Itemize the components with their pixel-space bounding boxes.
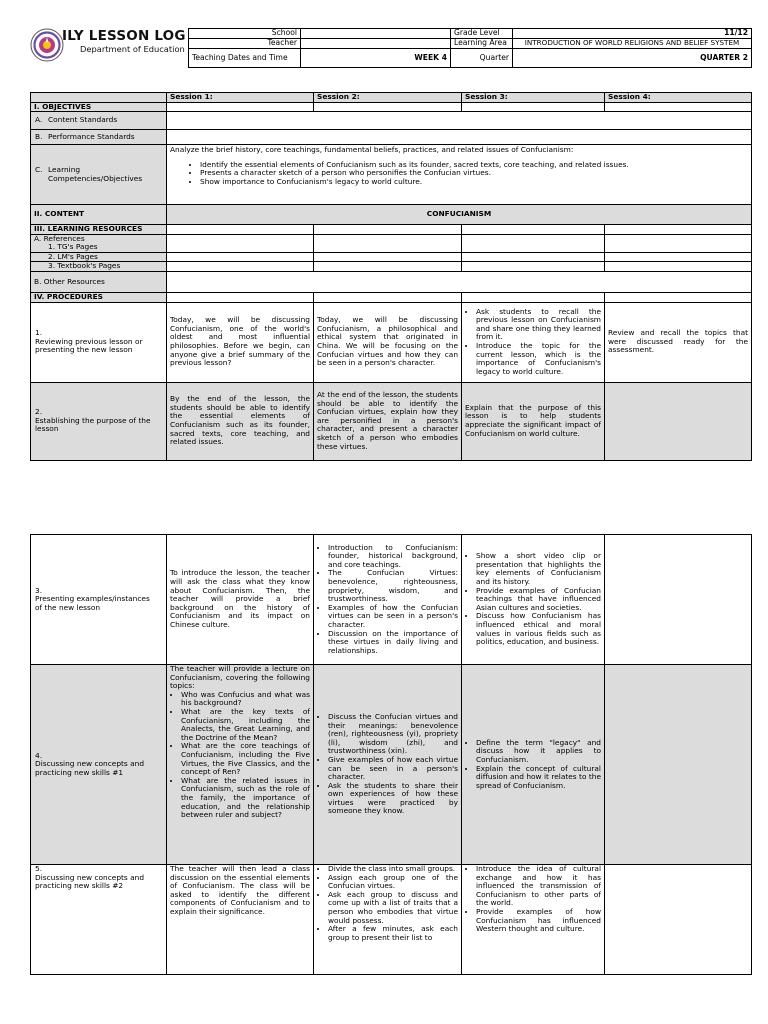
competencies-list — [170, 161, 748, 187]
procedure-5-session-3 — [462, 865, 605, 975]
school-value — [301, 29, 451, 39]
quarter-value: QUARTER 2 — [513, 49, 752, 68]
list-item: • Provide examples of Confucian teachings that have influenced Asian cultures and societies. — [476, 587, 601, 613]
list-item: • The Confucian Virtues: benevolence, righteousness, propriety, wisdom, and trustworthiness. — [328, 569, 458, 603]
session-3-header: Session 3: — [462, 93, 605, 103]
procedure-4-session-3-list — [465, 739, 601, 791]
list-item: • Give examples of how each virtue can be seen in a person's character. — [328, 756, 458, 782]
list-item: • Discuss the Confucian virtues and their meanings: benevolence (ren), righteousness (yi), propriety (li), wisdom (zhi), and trustworthiness (xin). — [328, 713, 458, 756]
list-item: • Divide the class into small groups. — [328, 865, 458, 874]
procedure-1-label — [31, 302, 167, 382]
grade-level-label: Grade Level — [451, 29, 513, 39]
procedure-1-session-2: Today, we will be discussing Confucianism, a philosophical and ethical system that originated in China. We will be focusing on the Confucian virtues and how they can be seen in a person's character. — [314, 302, 462, 382]
teaching-dates-value: WEEK 4 — [301, 49, 451, 68]
list-item: • Explain the concept of cultural diffusion and how it relates to the spread of Confucianism. — [476, 765, 601, 791]
procedure-5-label — [31, 865, 167, 975]
row-number: 5. — [35, 864, 43, 873]
list-item: • Introduce the topic for the current lesson, which is the importance of Confucianism's legacy to world culture. — [476, 342, 601, 376]
procedure-4-session-1-list — [170, 691, 310, 820]
row-number: C. — [35, 165, 43, 175]
procedure-5-session-2 — [314, 865, 462, 975]
procedure-3-session-2-list — [317, 544, 458, 656]
header-info-table — [188, 28, 752, 68]
list-item: • Ask the students to share their own experiences of how these virtues were practiced by someone they know. — [328, 782, 458, 816]
list-item: • Discuss how Confucianism has influenced ethical and moral values in various fields such as politics, education, and business. — [476, 612, 601, 646]
list-item: • Ask each group to discuss and come up with a list of traits that a person who embodies that virtue would possess. — [328, 891, 458, 925]
session-header-blank — [31, 93, 167, 103]
department-name: Department of Education — [80, 44, 185, 54]
procedure-1-session-4: Review and recall the topics that were discussed ready for the assessment. — [605, 302, 752, 382]
procedure-4-session-1 — [167, 665, 314, 865]
row-label: Presenting examples/instances of the new lesson — [35, 594, 150, 612]
procedure-2-session-2: At the end of the lesson, the students should be able to identify the Confucian virtues, explain how they are personified in a person's character, and present a character sketch of a person who embodies these virtues. — [314, 382, 462, 460]
references-title: A. References — [34, 234, 85, 243]
tg-pages-label: 1. TG's Pages — [48, 242, 98, 252]
list-item: • Who was Confucius and what was his background? — [181, 691, 310, 708]
procedure-2-label — [31, 382, 167, 460]
quarter-label: Quarter — [451, 49, 513, 68]
list-item: • Show importance to Confucianism's legacy to world culture. — [200, 178, 748, 187]
teacher-value — [301, 39, 451, 49]
row-number: 2. — [35, 407, 43, 417]
list-item: • After a few minutes, ask each group to present their list to — [328, 925, 458, 942]
list-item: • Discussion on the importance of these virtues in daily living and relationships. — [328, 630, 458, 656]
procedure-5-session-4 — [605, 865, 752, 975]
list-item: • Assign each group one of the Confucian virtues. — [328, 874, 458, 891]
procedure-2-session-1: By the end of the lesson, the students should be able to identify the essential elements of Confucianism such as its founder, sacred texts, core teaching, and related issues. — [167, 382, 314, 460]
lm-pages-label: 2. LM's Pages — [31, 252, 167, 262]
row-label: Discussing new concepts and practicing new skills #1 — [35, 759, 145, 777]
row-number: 3. — [35, 585, 43, 595]
procedure-1-session-3 — [462, 302, 605, 382]
objectives-section-title: I. OBJECTIVES — [31, 102, 167, 112]
performance-standards-value — [167, 130, 752, 145]
list-item: • Define the term "legacy" and discuss how it applies to Confucianism. — [476, 739, 601, 765]
table-row — [31, 665, 752, 865]
session-1-header: Session 1: — [167, 93, 314, 103]
row-label: Performance Standards — [48, 131, 135, 141]
procedure-4-label — [31, 665, 167, 865]
learning-area-label: Learning Area — [451, 39, 513, 49]
row-number: B. — [35, 131, 43, 141]
table-row — [31, 382, 752, 460]
procedure-4-session-4 — [605, 665, 752, 865]
table-row — [31, 865, 752, 975]
content-standards-value — [167, 112, 752, 130]
lesson-table-part1 — [30, 92, 752, 461]
row-label: Discussing new concepts and practicing new skills #2 — [35, 872, 145, 891]
other-resources-label: B. Other Resources — [31, 271, 167, 292]
procedure-2-session-4 — [605, 382, 752, 460]
textbook-pages-label: 3. Textbook's Pages — [31, 262, 167, 272]
row-label: Content Standards — [48, 115, 118, 125]
session-4-header: Session 4: — [605, 93, 752, 103]
competencies-intro: Analyze the brief history, core teachings, fundamental beliefs, practices, and related issues of Confucianism: — [170, 145, 574, 155]
procedure-4-intro: The teacher will provide a lecture on Confucianism, covering the following topics: — [170, 664, 310, 691]
content-value: CONFUCIANISM — [167, 205, 752, 225]
row-number: A. — [35, 115, 43, 125]
learning-competencies-value — [167, 145, 752, 205]
row-label: Establishing the purpose of the lesson — [35, 415, 151, 434]
list-item: • What are the key texts of Confucianism, including the Analects, the Great Learning, and the Doctrine of the Mean? — [181, 708, 310, 742]
session-2-header: Session 2: — [314, 93, 462, 103]
procedure-5-session-1: The teacher will then lead a class discussion on the essential elements of Confucianism. The class will be asked to identify the different components of Confucianism and to explain their significance. — [167, 865, 314, 975]
learning-competencies-label — [31, 145, 167, 205]
content-section-title: II. CONTENT — [31, 205, 167, 225]
procedure-3-session-1: To introduce the lesson, the teacher will ask the class what they know about Confucianism. Then, the teacher will provide a brief background on the history of Confucianism and its impact on Chinese culture. — [167, 535, 314, 665]
grade-level-value: 11/12 — [513, 29, 752, 39]
procedure-3-session-3-list — [465, 552, 601, 647]
table-row — [31, 302, 752, 382]
deped-seal-icon — [30, 28, 64, 62]
procedure-3-session-4 — [605, 535, 752, 665]
teacher-label: Teacher — [189, 39, 301, 49]
content-standards-label — [31, 112, 167, 130]
procedure-5-session-2-list — [317, 865, 458, 942]
resources-section-title: III. LEARNING RESOURCES — [31, 225, 167, 235]
procedure-4-session-3 — [462, 665, 605, 865]
list-item: • Identify the essential elements of Confucianism such as its founder, sacred texts, core teaching, and related issues. — [200, 161, 748, 170]
list-item: • Introduction to Confucianism: founder, historical background, and core teachings. — [328, 544, 458, 570]
table-row — [31, 535, 752, 665]
row-label: Reviewing previous lesson or presenting the new lesson — [35, 336, 143, 355]
list-item: • Ask students to recall the previous lesson on Confucianism and share one thing they learned from it. — [476, 308, 601, 342]
lesson-table-part2 — [30, 534, 752, 975]
procedure-3-label — [31, 535, 167, 665]
teaching-dates-label: Teaching Dates and Time — [189, 49, 301, 68]
list-item: • What are the related issues in Confucianism, such as the role of the family, the importance of education, and the relationship between ruler and subject? — [181, 777, 310, 820]
row-number: 4. — [35, 750, 43, 760]
procedure-2-session-3: Explain that the purpose of this lesson is to help students appreciate the significant impact of Confucianism on world culture. — [462, 382, 605, 460]
row-label: Learning Competencies/Objectives — [48, 165, 143, 183]
procedure-4-session-2-list — [317, 713, 458, 816]
procedure-3-session-3 — [462, 535, 605, 665]
list-item: • Provide examples of how Confucianism has influenced Western thought and culture. — [476, 908, 601, 934]
procedure-3-session-2 — [314, 535, 462, 665]
other-resources-value — [167, 271, 752, 292]
performance-standards-label — [31, 130, 167, 145]
procedures-section-title: IV. PROCEDURES — [31, 292, 167, 302]
list-item: • Introduce the idea of cultural exchange and how it has influenced the transmission of Confucianism to other parts of the world. — [476, 865, 601, 908]
learning-area-value: INTRODUCTION OF WORLD RELIGIONS AND BELIEF SYSTEM — [513, 39, 752, 49]
school-label: School — [189, 29, 301, 39]
procedure-4-session-2 — [314, 665, 462, 865]
list-item: • Examples of how the Confucian virtues can be seen in a person's character. — [328, 604, 458, 630]
procedure-5-session-3-list — [465, 865, 601, 934]
references-label — [31, 234, 167, 252]
page-title: ILY LESSON LOG — [62, 28, 186, 44]
list-item: • Show a short video clip or presentation that highlights the key elements of Confucianism and its history. — [476, 552, 601, 586]
procedure-1-session-1: Today, we will be discussing Confucianism, one of the world's oldest and most influential philosophies. Before we begin, can anyone give a brief summary of the previous lesson? — [167, 302, 314, 382]
procedure-1-session-3-list — [465, 308, 601, 377]
list-item: • What are the core teachings of Confucianism, including the Five Virtues, the Five Classics, and the concept of Ren? — [181, 742, 310, 776]
list-item: • Presents a character sketch of a person who personifies the Confucian virtues. — [200, 169, 748, 178]
row-number: 1. — [35, 328, 43, 338]
